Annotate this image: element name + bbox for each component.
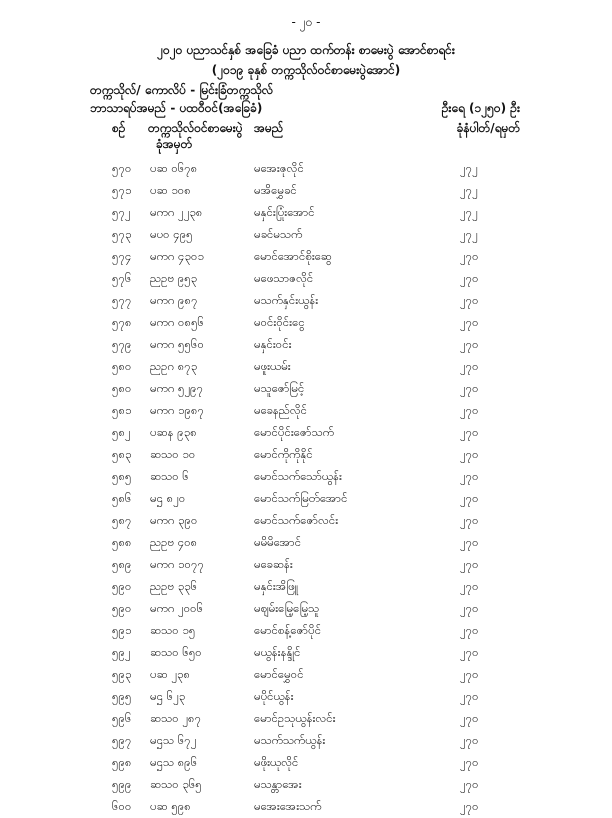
cell-mark: ၂၇၀ <box>460 425 479 439</box>
cell-no: ၅၉၉ <box>112 777 132 791</box>
cell-no: ၅၈၃ <box>112 447 132 461</box>
table-row <box>0 422 612 444</box>
cell-mark: ၂၇၀ <box>460 667 479 681</box>
cell-mark: ၂၇၀ <box>460 711 479 725</box>
table-row <box>0 268 612 290</box>
cell-no: ၅၉၇ <box>112 733 132 747</box>
cell-roll: မကဂ ၅၅၆၀ <box>150 337 204 351</box>
cell-name: မဖူးယမ်း <box>254 359 291 373</box>
cell-roll: မဌ ၆၂၃ <box>150 689 186 703</box>
cell-no: ၅၇၃ <box>112 227 132 241</box>
cell-name: မောင်သက်မြတ်အောင် <box>254 491 348 505</box>
cell-roll: မကဂ ၃၉၀ <box>150 513 198 527</box>
cell-no: ၅၇၁ <box>112 183 132 197</box>
cell-name: မသန္တာအေး <box>254 777 302 791</box>
cell-roll: ဆသဝ ၁၀ <box>150 447 196 461</box>
cell-roll: ညဥဗ ၉၅၃ <box>150 271 198 285</box>
cell-name: မအေးအေးသက် <box>254 799 322 813</box>
cell-no: ၅၈၇ <box>112 513 132 527</box>
cell-mark: ၂၇၀ <box>460 535 479 549</box>
table-row <box>0 752 612 774</box>
cell-roll: ဆသဝ ၁၅ <box>150 623 196 637</box>
cell-name: မောင်အောင်စိုးဆွေ <box>254 249 332 263</box>
cell-name: မခင်မသက် <box>254 227 303 241</box>
cell-mark: ၂၇၀ <box>460 249 479 263</box>
cell-mark: ၂၇၀ <box>460 293 479 307</box>
cell-mark: ၂၇၀ <box>460 381 479 395</box>
cell-name: မောင်ပိုင်းဇော်သက် <box>254 425 334 439</box>
cell-roll: မကဂ ၅၂၉၇ <box>150 381 204 395</box>
cell-roll: ပဆ ၁၀၈ <box>150 183 191 197</box>
cell-name: မခေနည်လိုင် <box>254 403 308 417</box>
table-row <box>0 378 612 400</box>
university-label: တက္ကသိုလ်/ ကောလိပ် - မြင်းခြံတက္ကသိုလ် <box>90 83 274 97</box>
cell-roll: မကဂ ၂၂၃၈ <box>150 205 203 219</box>
header-name: အမည် <box>254 121 284 135</box>
cell-name: မနှင်းအိဖြူ <box>254 579 299 593</box>
table-row <box>0 224 612 246</box>
cell-no: ၅၉၂ <box>112 645 131 659</box>
cell-roll: မကဂ ၉၈၇ <box>150 293 198 307</box>
cell-mark: ၂၇၀ <box>460 315 479 329</box>
header-no: စဉ် <box>112 121 126 135</box>
table-row <box>0 312 612 334</box>
cell-name: မယွန်းနန္ဒိုင် <box>254 645 301 659</box>
header-roll: တက္ကသိုလ်ဝင်စာမေးပွဲ <box>148 121 243 135</box>
table-row <box>0 444 612 466</box>
table-row <box>0 202 612 224</box>
cell-name: မသူဇော်မြင့် <box>254 381 305 395</box>
cell-roll: မကဂ ၁၀၇၇ <box>150 557 204 571</box>
cell-name: မသက်နှင်းယွန်း <box>254 293 319 307</box>
table-row <box>0 290 612 312</box>
table-row <box>0 686 612 708</box>
cell-name: မဝင်းဝိုင်းငွေ <box>254 315 305 329</box>
table-row <box>0 356 612 378</box>
table-row <box>0 158 612 180</box>
cell-no: ၅၈၂ <box>112 425 131 439</box>
cell-mark: ၂၇၀ <box>460 601 479 615</box>
cell-roll: ဆသဝ ၆၅၀ <box>150 645 202 659</box>
cell-roll: မပဝ ၄၉၅ <box>150 227 193 241</box>
cell-roll: မကဂ ၄၃၀၁ <box>150 249 204 263</box>
cell-name: မအေးဇုလိုင် <box>254 161 304 175</box>
cell-no: ၅၉၈ <box>112 755 132 769</box>
cell-no: ၅၇၆ <box>112 271 132 285</box>
cell-no: ၅၈၈ <box>112 535 132 549</box>
cell-name: မဖေသာဇလိုင် <box>254 271 314 285</box>
cell-mark: ၂၇၂ <box>460 183 478 197</box>
cell-name: မအိမွှေခင် <box>254 183 297 197</box>
cell-roll: ညဥဗ ၄၀၈ <box>150 535 198 549</box>
document-subtitle: (၂၀၁၉ ခုနှစ် တက္ကသိုလ်ဝင်စာမေးပွဲအောင်) <box>211 63 401 77</box>
cell-name: မောင်သက်သော်ယွန်း <box>254 469 342 483</box>
cell-name: မနှင်းဝင်း <box>254 337 292 351</box>
cell-no: ၅၇၉ <box>112 337 132 351</box>
cell-name: မဈမ်းမြေ့မြေ့သူ <box>254 601 320 615</box>
cell-mark: ၂၇၀ <box>460 469 479 483</box>
cell-name: မခေဆန်း <box>254 557 293 571</box>
cell-name: မနှင်းပြုံးအောင် <box>254 205 315 219</box>
cell-mark: ၂၇၀ <box>460 799 479 813</box>
cell-no: ၅၉၀ <box>112 579 132 593</box>
cell-mark: ၂၇၀ <box>460 645 479 659</box>
cell-roll: ပဆ ၅၉၈ <box>150 799 191 813</box>
cell-name: မောင်ဥသုယွန်းလင်း <box>254 711 336 725</box>
header-mark: ခုံနံပါတ်/ရမှတ် <box>456 121 520 135</box>
cell-mark: ၂၇၀ <box>460 447 479 461</box>
cell-no: ၅၇၈ <box>112 315 132 329</box>
cell-name: မသက်သက်ယွန်း <box>254 733 326 747</box>
count-label: ဦးရေ (၁၂၅၀) ဦး <box>441 101 520 115</box>
cell-no: ၆၀၀ <box>112 799 132 813</box>
cell-mark: ၂၇၀ <box>460 755 479 769</box>
cell-roll: မဌသ ၈၉၆ <box>150 755 198 769</box>
cell-name: မမိမိအောင် <box>254 535 302 549</box>
cell-mark: ၂၇၀ <box>460 271 479 285</box>
cell-mark: ၂၇၂ <box>460 227 478 241</box>
cell-no: ၅၈၉ <box>112 557 132 571</box>
cell-roll: ညဥဂ ၈၇၃ <box>150 359 198 373</box>
cell-mark: ၂၇၀ <box>460 623 479 637</box>
table-row <box>0 466 612 488</box>
subject-label: ဘာသာရပ်အမည် - ပထဝီဝင်(အခြေခံ) <box>90 101 263 115</box>
table-row <box>0 708 612 730</box>
cell-mark: ၂၇၀ <box>460 359 479 373</box>
cell-no: ၅၈၀ <box>112 381 132 395</box>
cell-no: ၅၉၅ <box>112 689 132 703</box>
cell-name: မပိုင်ယွန်း <box>254 689 294 703</box>
table-row <box>0 532 612 554</box>
cell-no: ၅၇၀ <box>112 161 132 175</box>
table-row <box>0 642 612 664</box>
cell-mark: ၂၇၀ <box>460 557 479 571</box>
cell-no: ၅၈၀ <box>112 359 132 373</box>
cell-mark: ၂၇၀ <box>460 403 479 417</box>
cell-mark: ၂၇၂ <box>460 161 478 175</box>
cell-no: ၅၉၃ <box>112 667 132 681</box>
table-row <box>0 796 612 818</box>
cell-mark: ၂၇၀ <box>460 337 479 351</box>
table-row <box>0 246 612 268</box>
page-number: - ၂၀ - <box>291 15 321 29</box>
cell-roll: မကဂ ၀၈၅၆ <box>150 315 205 329</box>
table-row <box>0 620 612 642</box>
document-title: ၂၀၂၀ ပညာသင်နှစ် အခြေခံ ပညာ ထက်တန်း စာမေးပွဲ အောင်စာရင်း <box>157 43 455 57</box>
cell-name: မဖိုးယုလိုင် <box>254 755 299 769</box>
cell-mark: ၂၇၂ <box>460 205 478 219</box>
cell-roll: ညဥဗ ၃၃၆ <box>150 579 198 593</box>
table-row <box>0 774 612 796</box>
table-row <box>0 180 612 202</box>
cell-name: မောင်ကိုကိုနိုင် <box>254 447 313 461</box>
table-row <box>0 730 612 752</box>
cell-mark: ၂၇၀ <box>460 733 479 747</box>
cell-name: မောင်သက်ဇော်လင်း <box>254 513 339 527</box>
cell-roll: မဌသ ၆၇၂ <box>150 733 197 747</box>
cell-mark: ၂၇၀ <box>460 579 479 593</box>
cell-mark: ၂၇၀ <box>460 491 479 505</box>
table-row <box>0 598 612 620</box>
table-row <box>0 510 612 532</box>
table-row <box>0 334 612 356</box>
cell-roll: ဆသဝ ၂၈၇ <box>150 711 202 725</box>
cell-roll: မဌ ၈၂၀ <box>150 491 186 505</box>
cell-name: မောင်မွှေဝင် <box>254 667 304 681</box>
cell-mark: ၂၇၀ <box>460 513 479 527</box>
cell-no: ၅၉၆ <box>112 711 132 725</box>
cell-roll: ဆသဝ ၃၆၅ <box>150 777 202 791</box>
cell-no: ၅၇၄ <box>112 249 132 263</box>
header-roll-line2: ခုံအမှတ် <box>156 137 193 151</box>
cell-roll: ပဆ ၂၃၈ <box>150 667 191 681</box>
table-row <box>0 576 612 598</box>
cell-no: ၅၈၆ <box>112 491 132 505</box>
cell-roll: ပဆ ၀၆၇၈ <box>150 161 198 175</box>
cell-roll: ဆသဝ ၆ <box>150 469 189 483</box>
table-row <box>0 400 612 422</box>
table-row <box>0 664 612 686</box>
cell-no: ၅၉၁ <box>112 623 132 637</box>
cell-roll: မကဂ ၂၀၀၆ <box>150 601 204 615</box>
cell-roll: ပဆန ၉၃၈ <box>150 425 197 439</box>
table-row <box>0 554 612 576</box>
cell-no: ၅၇၂ <box>112 205 131 219</box>
cell-roll: မကဂ ၁၉၈၇ <box>150 403 205 417</box>
cell-mark: ၂၇၀ <box>460 689 479 703</box>
cell-name: မောင်စန့်ဇော်ပိုင် <box>254 623 322 637</box>
table-row <box>0 488 612 510</box>
cell-no: ၅၈၅ <box>112 469 132 483</box>
cell-no: ၅၈၁ <box>112 403 132 417</box>
cell-no: ၅၉၀ <box>112 601 132 615</box>
cell-mark: ၂၇၀ <box>460 777 479 791</box>
results-list <box>0 158 612 818</box>
cell-no: ၅၇၇ <box>112 293 132 307</box>
